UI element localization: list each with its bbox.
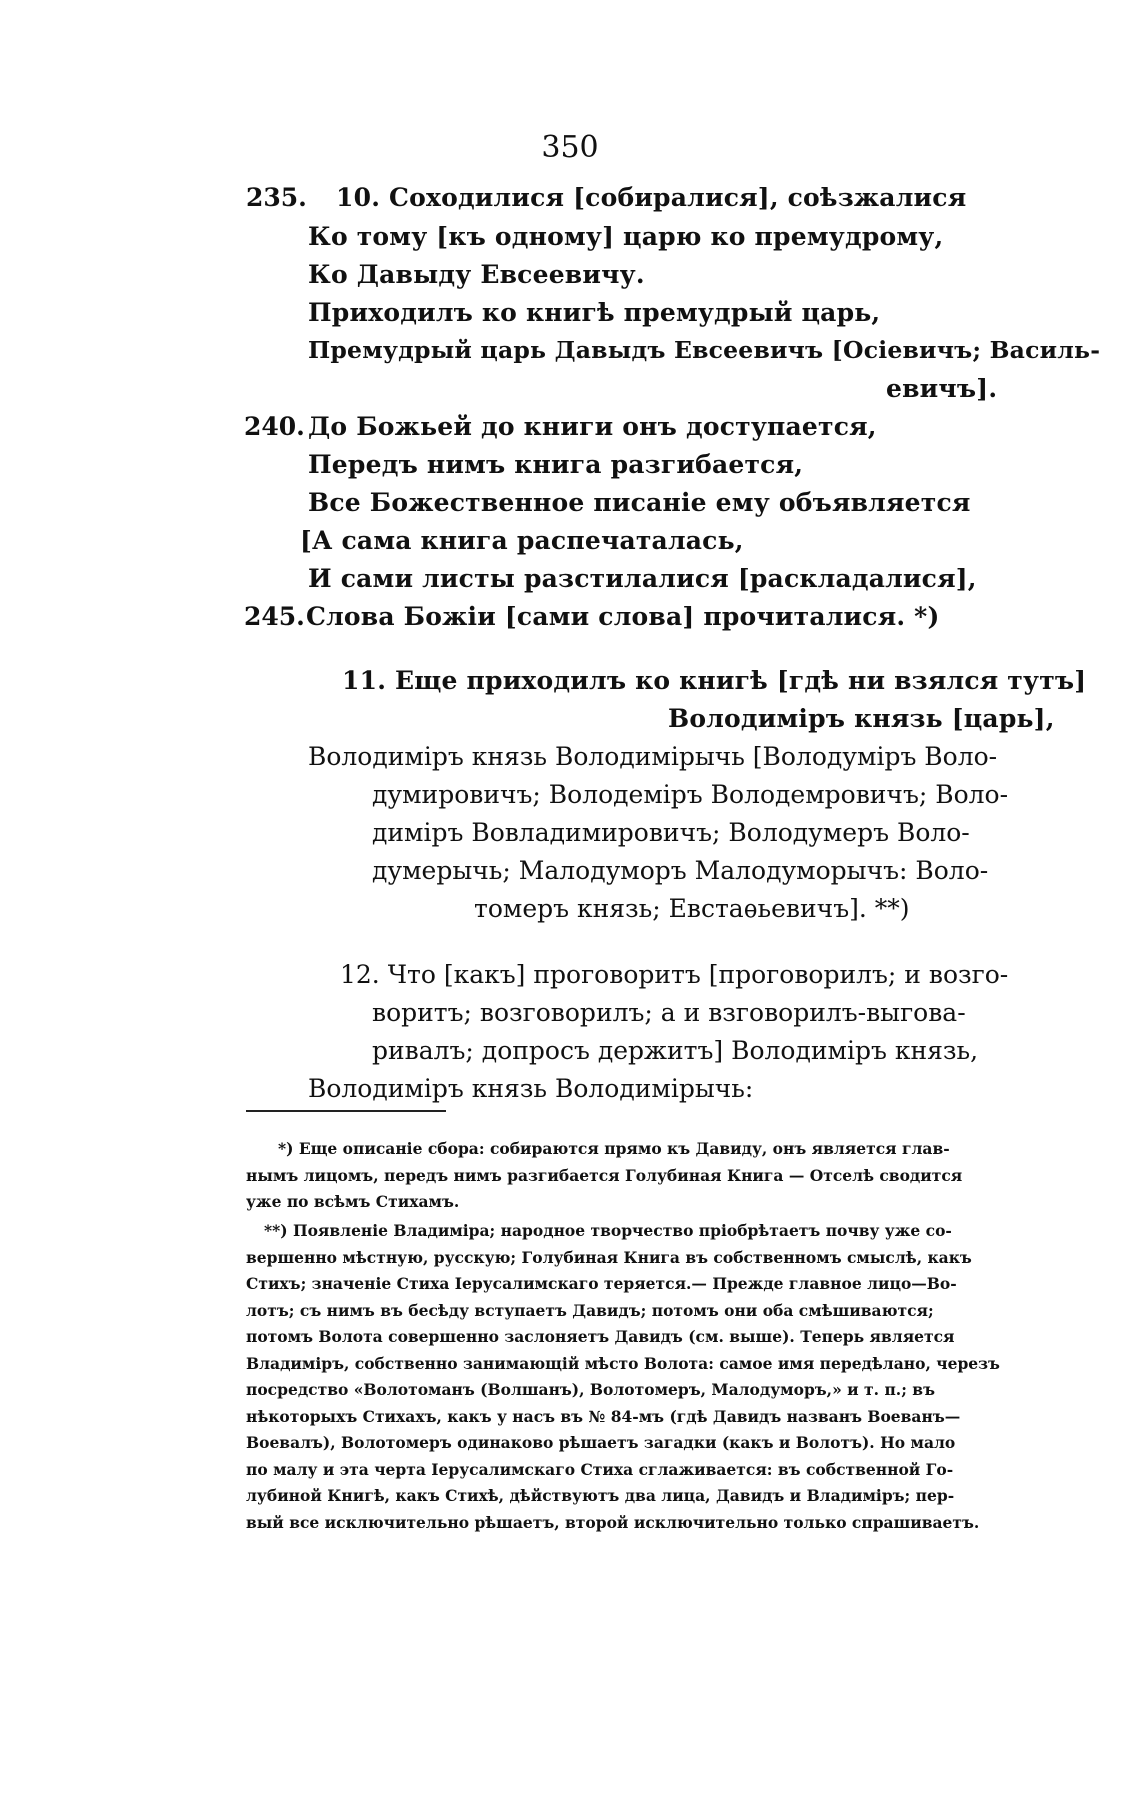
verse-line: Володимiръ князь [царь], bbox=[668, 704, 1055, 733]
verse-line: Передъ нимъ книга разгибается, bbox=[308, 450, 804, 479]
verse-line: [А сама книга распечаталась, bbox=[300, 526, 744, 555]
verse-line: димiръ Вовладимировичъ; Володумеръ Воло- bbox=[372, 818, 970, 847]
verse-line: Все Божественное писаніе ему объявляется bbox=[308, 488, 971, 517]
footnote-line: лотъ; съ нимъ въ бесѣду вступаетъ Давидъ; потомъ они оба смѣшиваются; bbox=[246, 1300, 934, 1320]
footnote-line: Стихъ; значеніе Стиха Іерусалимскаго теряется.— Прежде главное лицо—Во- bbox=[246, 1274, 957, 1293]
verse-line: До Божьей до книги онъ доступается, bbox=[308, 412, 877, 441]
verse-line: Володимiръ князь Володимiрычь [Володумiръ Воло- bbox=[308, 742, 998, 771]
footnote-line: вершенно мѣстную, русскую; Голубиная Книга въ собственномъ смыслѣ, какъ bbox=[246, 1247, 972, 1267]
footnote-1 bbox=[246, 1136, 1046, 1216]
footnote-line: потомъ Волота совершенно заслоняетъ Давидъ (см. выше). Теперь является bbox=[246, 1327, 955, 1346]
footnote-line: нымъ лицомъ, передъ нимъ разгибается Голубиная Книга — Отселѣ сводится bbox=[246, 1165, 963, 1185]
verse-line: 11. Еще приходилъ ко книгѣ [гдѣ ни взялся тутъ] bbox=[342, 666, 1087, 695]
verse-line: Слова Божіи [сами слова] прочиталися. *) bbox=[306, 602, 940, 631]
footnote-line: уже по всѣмъ Стихамъ. bbox=[246, 1192, 460, 1211]
footnote-line: вый все исключительно рѣшаетъ, второй исключительно только спрашиваетъ. bbox=[246, 1512, 980, 1532]
verse-line: Премудрый царь Давыдъ Евсеевичъ [Осіевичъ; Василь- bbox=[308, 336, 1101, 364]
footnote-line: **) Появленіе Владиміра; народное творчество пріобрѣтаетъ почву уже со- bbox=[264, 1221, 952, 1240]
page-number: 350 bbox=[541, 130, 599, 165]
verse-line: думерычь; Малодуморъ Малодуморычъ: Воло- bbox=[372, 856, 989, 885]
verse-line: 10. Соходилися [собиралися], соѣзжалися bbox=[336, 183, 967, 212]
verse-line: томеръ князь; Евстаѳьевичъ]. **) bbox=[474, 894, 910, 923]
verse-line: думировичъ; Володемiръ Володемровичъ; Воло- bbox=[372, 780, 1009, 809]
footnote-line: нѣкоторыхъ Стихахъ, какъ у насъ въ № 84-мъ (гдѣ Давидъ названъ Воеванъ— bbox=[246, 1406, 961, 1426]
line-number-240: 240. bbox=[244, 412, 305, 441]
footnote-line: Владимiръ, собственно занимающій мѣсто Волота: самое имя передѣлано, черезъ bbox=[246, 1353, 1000, 1373]
footnote-line: *) Еще описаніе сбора: собираются прямо къ Давиду, онъ является глав- bbox=[278, 1139, 950, 1158]
verse-line: воритъ; возговорилъ; а и взговорилъ-выгова- bbox=[372, 998, 966, 1027]
line-number-235: 235. bbox=[246, 183, 307, 212]
verse-line: Приходилъ ко книгѣ премудрый царь, bbox=[308, 298, 881, 327]
footnote-line: посредство «Волотоманъ (Волшанъ), Волотомеръ, Малодуморъ,» и т. п.; въ bbox=[246, 1380, 935, 1399]
footnote-line: лубиной Книгѣ, какъ Стихѣ, дѣйствуютъ два лица, Давидъ и Владимiръ; пер- bbox=[246, 1486, 955, 1505]
verse-line-continuation: евичъ]. bbox=[886, 374, 998, 403]
line-number-245: 245. bbox=[244, 602, 305, 631]
verse-line: И сами листы разстилалися [раскладалися], bbox=[308, 564, 977, 593]
verse-line: Володимiръ князь Володимiрычь: bbox=[308, 1074, 754, 1103]
verse-line: Ко Давыду Евсеевичу. bbox=[308, 260, 645, 289]
verse-line: Ко тому [къ одному] царю ко премудрому, bbox=[308, 222, 944, 251]
footnote-2 bbox=[246, 1218, 1046, 1536]
footnote-separator bbox=[246, 1110, 446, 1112]
verse-line: 12. Что [какъ] проговоритъ [проговорилъ; и возго- bbox=[340, 960, 1009, 989]
verse-line: ривалъ; допросъ держитъ] Володимiръ князь, bbox=[372, 1036, 979, 1065]
footnote-line: Воевалъ), Волотомеръ одинаково рѣшаетъ загадки (какъ и Волотъ). Но мало bbox=[246, 1433, 956, 1452]
footnote-line: по малу и эта черта Іерусалимскаго Стиха сглаживается: въ собственной Го- bbox=[246, 1459, 954, 1479]
